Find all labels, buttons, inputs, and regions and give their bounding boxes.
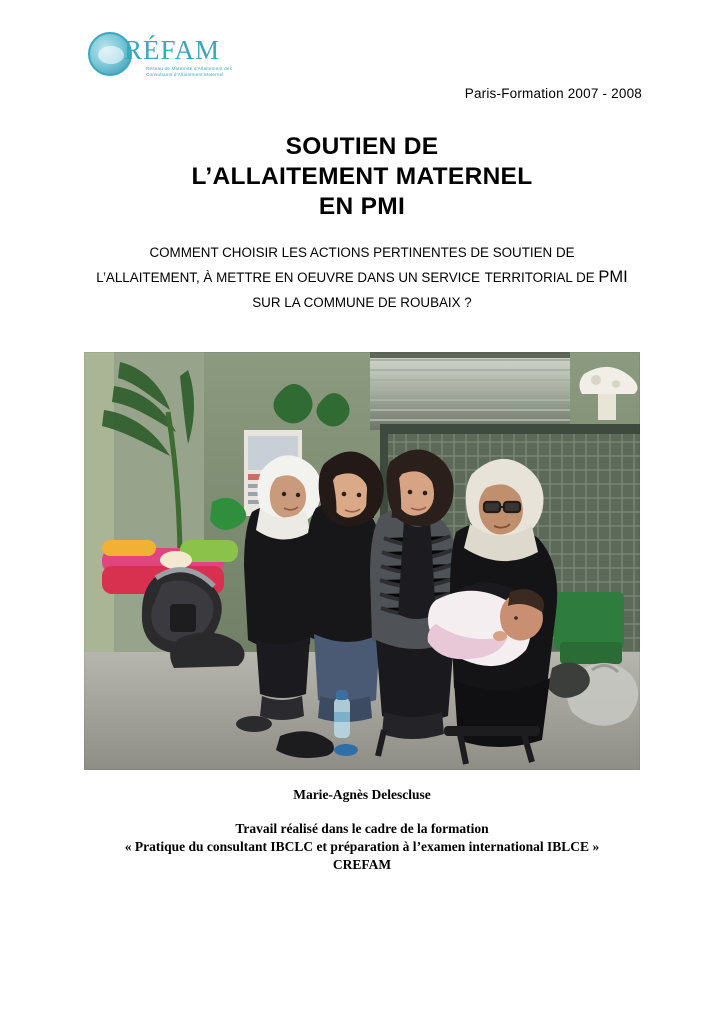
title-line-3: EN PMI bbox=[318, 193, 406, 220]
subtitle-part-3-end: SUR LA COMMUNE DE ROUBAIX ? bbox=[252, 295, 472, 310]
subtitle-part-1: COMMENT CHOISIR LES ACTIONS PERTINENTES DE SOUTIEN DE bbox=[149, 245, 575, 260]
credits-block bbox=[0, 820, 724, 874]
page-title bbox=[0, 132, 724, 222]
subtitle-pmi: PMI bbox=[598, 268, 628, 286]
credits-line-1: Travail réalisé dans le cadre de la formation bbox=[235, 821, 489, 836]
credits-line-3: CREFAM bbox=[332, 857, 392, 872]
credits-line-2: « Pratique du consultant IBCLC et préparation à l’examen international IBLCE » bbox=[124, 839, 600, 854]
subtitle-question bbox=[96, 240, 628, 315]
subtitle-part-3: TERRITORIAL DE bbox=[484, 270, 599, 285]
formation-year: Paris-Formation 2007 - 2008 bbox=[464, 86, 642, 101]
logo-subtext: Réseau de Maternité d'Allaitement des Consultants d'Allaitement Maternel bbox=[146, 66, 233, 77]
logo-wordmark: RÉFAM bbox=[124, 35, 221, 65]
author-name: Marie-Agnès Delescluse bbox=[293, 787, 431, 802]
title-line-1: SOUTIEN DE bbox=[285, 133, 439, 160]
subtitle-part-2: L’ALLAITEMENT, À METTRE EN OEUVRE DANS UN SERVICE bbox=[96, 270, 480, 285]
refam-logo bbox=[88, 30, 238, 88]
pmi-waiting-room-photo bbox=[84, 352, 640, 770]
title-line-2: L’ALLAITEMENT MATERNEL bbox=[191, 163, 533, 190]
